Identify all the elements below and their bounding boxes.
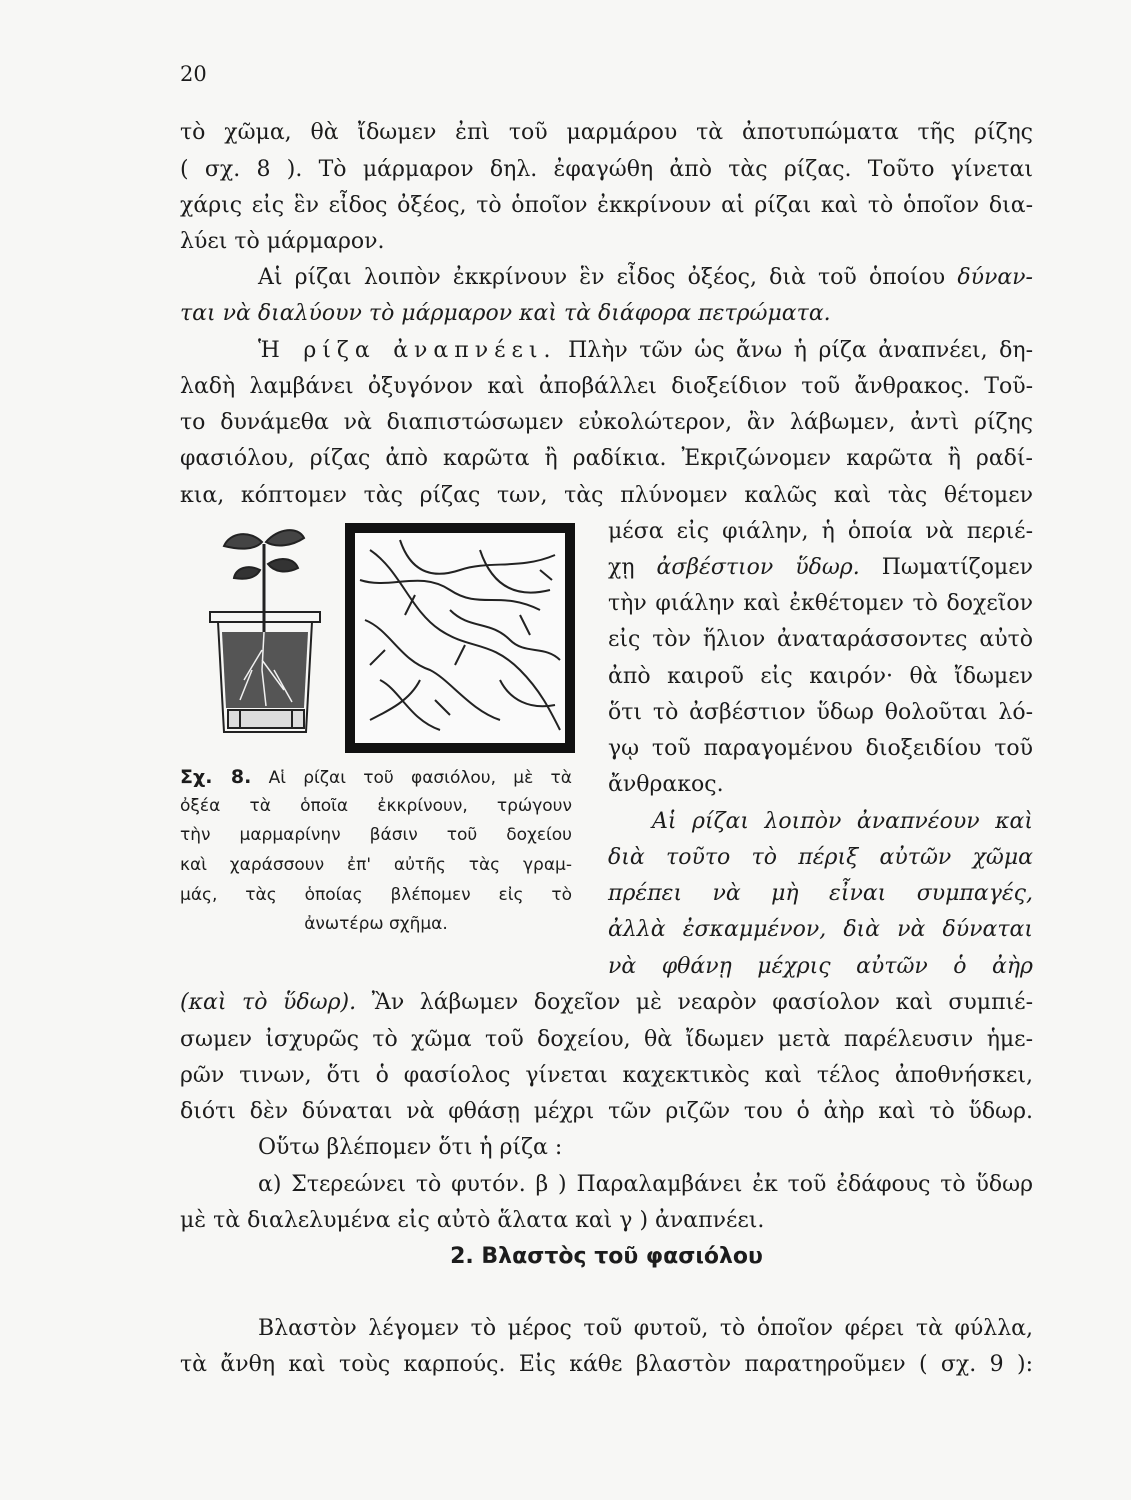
figure-caption-line: καὶ χαράσσουν ἐπ' αὐτῆς τὰς γραμ-: [180, 855, 572, 875]
text-line: λύει τὸ μάρμαρον.: [180, 229, 385, 254]
section-heading: 2. Βλαστὸς τοῦ φασιόλου: [450, 1244, 763, 1269]
text-line: μὲ τὰ διαλελυμένα εἰς αὐτὸ ἅλατα καὶ γ ) ἀναπνέει.: [180, 1208, 765, 1233]
text-segment: Ἂν λάβωμεν δοχεῖον μὲ νεαρὸν φασίολον καὶ συμπιέ-: [371, 990, 1034, 1015]
text-line: κια, κόπτομεν τὰς ρίζας των, τὰς πλύνομεν καλῶς καὶ τὰς θέτομεν: [180, 483, 1033, 508]
text-line: ἄνθρακος.: [608, 772, 724, 797]
text-line: ρῶν τινων, ὅτι ὁ φασίολος γίνεται καχεκτικὸς καὶ τέλος ἀποθνήσκει,: [180, 1063, 1033, 1088]
text-line: Βλαστὸν λέγομεν τὸ μέρος τοῦ φυτοῦ, τὸ ὁποῖον φέρει τὰ φύλλα,: [258, 1316, 1033, 1341]
text-line: [608, 557, 1033, 579]
italic-segment: δύναν-: [957, 265, 1033, 290]
plant-pot-illustration: [210, 530, 320, 732]
text-line: ἀπὸ καιροῦ εἰς καιρόν· θὰ ἴδωμεν: [608, 664, 1033, 689]
text-line: τὰ ἄνθη καὶ τοὺς καρπούς. Εἰς κάθε βλαστὸν παρατηροῦμεν ( σχ. 9 ):: [180, 1352, 1033, 1377]
text-line: μέσα εἰς φιάλην, ἡ ὁποία νὰ περιέ-: [608, 519, 1033, 544]
text-segment: Πλὴν τῶν ὡς ἄνω ἡ ρίζα ἀναπνέει, δη-: [568, 338, 1034, 363]
page-number: 20: [180, 62, 207, 86]
text-line: Οὕτω βλέπομεν ὅτι ἡ ρίζα :: [258, 1135, 563, 1160]
text-line: γῳ τοῦ παραγομένου διοξειδίου τοῦ: [608, 736, 1033, 761]
text-segment: χῃ: [608, 555, 635, 580]
section-title: Ἡ ρίζα ἀναπνέει.: [258, 338, 557, 363]
text-line: τὴν φιάλην καὶ ἐκθέτομεν τὸ δοχεῖον: [608, 591, 1033, 616]
caption-text: Αἱ ρίζαι τοῦ φασιόλου, μὲ τὰ: [268, 768, 572, 788]
italic-segment: ἀσβέστιον ὕδωρ.: [656, 555, 860, 580]
text-segment: Πωματίζομεν: [881, 555, 1034, 580]
text-line: σωμεν ἰσχυρῶς τὸ χῶμα τοῦ δοχείου, θὰ ἴδωμεν μετὰ παρέλευσιν ἡμε-: [180, 1027, 1033, 1052]
text-line: ὅτι τὸ ἀσβέστιον ὕδωρ θολοῦται λό-: [608, 700, 1033, 725]
text-line: [180, 340, 1033, 362]
text-line: [180, 267, 1033, 289]
text-line: [180, 992, 1033, 1014]
text-line: πρέπει νὰ μὴ εἶναι συμπαγές,: [608, 881, 1033, 906]
italic-segment: (καὶ τὸ ὕδωρ).: [180, 990, 357, 1015]
text-line: ( σχ. 8 ). Τὸ μάρμαρον δηλ. ἐφαγώθη ἀπὸ τὰς ρίζας. Τοῦτο γίνεται: [180, 157, 1033, 182]
figure-caption-line: ὀξέα τὰ ὁποῖα ἐκκρίνουν, τρώγουν: [180, 796, 572, 816]
text-line: εἰς τὸν ἥλιον ἀναταράσσοντες αὐτὸ: [608, 627, 1033, 652]
text-line: νὰ φθάνῃ μέχρις αὐτῶν ὁ ἀὴρ: [608, 954, 1033, 979]
text-segment: Αἱ ρίζαι λοιπὸν ἐκκρίνουν ἓν εἶδος ὀξέος, διὰ τοῦ ὁποίου: [258, 265, 946, 290]
text-line: φασιόλου, ρίζας ἀπὸ καρῶτα ἢ ραδίκια. Ἐκριζώνομεν καρῶτα ἢ ραδί-: [180, 446, 1033, 471]
text-line: Αἱ ρίζαι λοιπὸν ἀναπνέουν καὶ: [652, 809, 1033, 834]
text-line: το δυνάμεθα νὰ διαπιστώσωμεν εὐκολώτερον, ἂν λάβωμεν, ἀντὶ ρίζης: [180, 410, 1033, 435]
figure-caption-line: μάς, τὰς ὁποίας βλέπομεν εἰς τὸ: [180, 885, 572, 905]
caption-label: Σχ. 8.: [180, 766, 252, 788]
figure-caption-line: τὴν μαρμαρίνην βάσιν τοῦ δοχείου: [180, 825, 572, 845]
text-line: διότι δὲν δύναται νὰ φθάσῃ μέχρι τῶν ριζῶν του ὁ ἀὴρ καὶ τὸ ὕδωρ.: [180, 1099, 1033, 1124]
text-line: α) Στερεώνει τὸ φυτόν. β ) Παραλαμβάνει ἐκ τοῦ ἐδάφους τὸ ὕδωρ: [258, 1172, 1033, 1197]
figure-caption-line: ἀνωτέρω σχῆμα.: [304, 914, 448, 934]
marble-plate-illustration: [350, 528, 570, 748]
text-line: διὰ τοῦτο τὸ πέριξ αὐτῶν χῶμα: [608, 845, 1033, 870]
text-line: τὸ χῶμα, θὰ ἴδωμεν ἐπὶ τοῦ μαρμάρου τὰ ἀποτυπώματα τῆς ρίζης: [180, 120, 1033, 145]
text-line: χάρις εἰς ἓν εἶδος ὀξέος, τὸ ὁποῖον ἐκκρίνουν αἱ ρίζαι καὶ τὸ ὁποῖον δια-: [180, 193, 1033, 218]
figure-root-etching: [200, 520, 580, 760]
text-line: ται νὰ διαλύουν τὸ μάρμαρον καὶ τὰ διάφορα πετρώματα.: [180, 301, 831, 326]
figure-caption-line: [180, 768, 572, 787]
text-line: λαδὴ λαμβάνει ὀξυγόνον καὶ ἀποβάλλει διοξείδιον τοῦ ἄνθρακος. Τοῦ-: [180, 374, 1033, 399]
text-line: ἀλλὰ ἐσκαμμένον, διὰ νὰ δύναται: [608, 917, 1033, 942]
